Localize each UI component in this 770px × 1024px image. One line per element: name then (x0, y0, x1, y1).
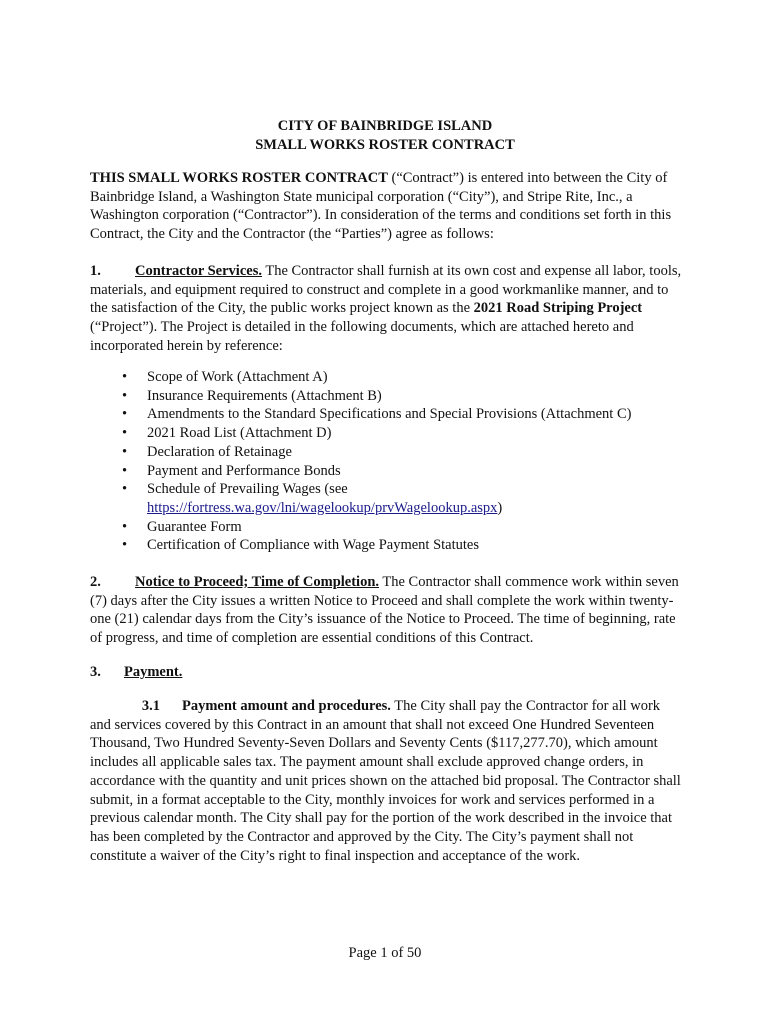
list-item: • Certification of Compliance with Wage Payment Statutes (122, 537, 479, 554)
bullet-icon: • (122, 425, 128, 442)
project-name: 2021 Road Striping Project (473, 300, 643, 317)
bullet-icon: • (122, 443, 128, 460)
list-item: • Payment and Performance Bonds (122, 462, 341, 479)
prevailing-wages-link[interactable]: https://fortress.wa.gov/lni/wagelookup/prvWagelookup.aspx (147, 499, 498, 516)
section-1-text-a: The Contractor shall furnish at its own cost and expense all labor, tools, materials, and equipment required to construct and complete in a good workmanlike manner, and to the satisfaction of the City, the public works project known as the (90, 263, 682, 317)
page-footer: Page 1 of 50 (348, 945, 422, 961)
section-1-paragraph (90, 262, 682, 356)
intro-paragraph (90, 169, 682, 244)
section-3-paragraph (90, 663, 682, 682)
bullet-icon: • (122, 481, 128, 498)
list-item: • Insurance Requirements (Attachment B) (122, 387, 382, 404)
list-item: • 2021 Road List (Attachment D) (122, 425, 332, 442)
attachments-list (122, 368, 682, 555)
section-3-1-number: 3.1 (141, 698, 160, 714)
section-3-heading: Payment. (124, 664, 183, 680)
section-3-1-text: The City shall pay the Contractor for all work and services covered by this Contract in an amount that shall not exceed One Hundred Seventeen Thousand, Two Hundred Seventy-Seven Dollars and Seventy Cents ($117,277.70), which amount includes all applicable sales tax. The payment amount shall exclude approved change orders, in accordance with the quantity and unit prices shown on the attached bid proposal. The Contractor shall submit, in a format acceptable to the City, monthly invoices for work and services performed in a previous calendar month. The City shall pay for the portion of the work described in the invoice that has been completed by the Contractor and approved by the City. The City’s payment shall not constitute a waiver of the City’s right to final inspection and acceptance of the work. (90, 698, 681, 864)
intro-text: (“Contract”) is entered into between the City of Bainbridge Island, a Washington State municipal corporation (“City”), and Stripe Rite, Inc., a Washington corporation (“Contractor”). In consideration of the terms and conditions set forth in this Contract, the City and the Contractor (the “Parties”) agree as follows: (90, 170, 672, 243)
bullet-icon: • (122, 518, 128, 535)
section-1-number: 1. (90, 263, 101, 279)
document-title (0, 117, 770, 155)
section-3-number: 3. (90, 664, 101, 680)
section-2-text: The Contractor shall commence work within seven (7) days after the City issues a written Notice to Proceed and shall complete the work within twenty-one (21) calendar days from the City’s issuance of the Notice to Proceed. The time of beginning, rate of progress, and time of completion are essential conditions of this Contract. (90, 574, 679, 647)
bullet-icon: • (122, 462, 128, 479)
list-item-wages: • Schedule of Prevailing Wages (see https://fortress.wa.gov/lni/wagelookup/prvWagelookup.aspx) (122, 481, 503, 516)
section-3-1-number-wrap (90, 697, 182, 716)
section-2-heading: Notice to Proceed; Time of Completion. (135, 574, 380, 590)
list-item: • Scope of Work (Attachment A) (122, 369, 328, 385)
title-line-contract: SMALL WORKS ROSTER CONTRACT (255, 137, 515, 153)
section-3-1-paragraph (90, 697, 682, 865)
list-item: • Guarantee Form (122, 518, 242, 535)
section-2-paragraph (90, 573, 682, 648)
section-3-1-heading: Payment amount and procedures. (182, 698, 391, 714)
bullet-icon: • (122, 406, 128, 423)
title-line-city: CITY OF BAINBRIDGE ISLAND (277, 118, 493, 134)
section-1-text-b: (“Project”). The Project is detailed in the following documents, which are attached hereto and incorporated herein by reference: (90, 319, 634, 354)
list-item: • Amendments to the Standard Specifications and Special Provisions (Attachment C) (122, 406, 632, 423)
section-2-number: 2. (90, 574, 101, 590)
section-1-heading: Contractor Services. (135, 263, 262, 279)
bullet-icon: • (122, 369, 128, 385)
list-item: • Declaration of Retainage (122, 443, 292, 460)
intro-lead: THIS SMALL WORKS ROSTER CONTRACT (90, 170, 388, 186)
bullet-icon: • (122, 537, 128, 554)
bullet-icon: • (122, 387, 128, 404)
